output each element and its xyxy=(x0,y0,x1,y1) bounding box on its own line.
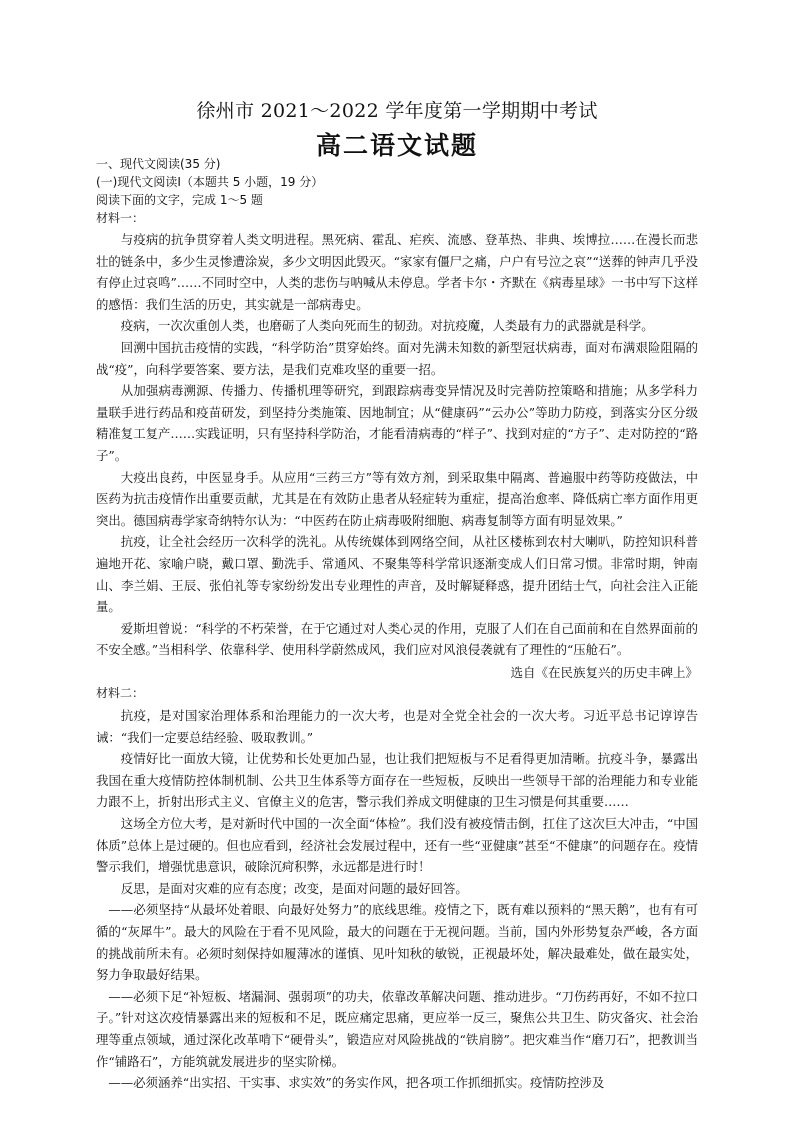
source-citation: 选自《在民族复兴的历史丰碑上》 xyxy=(510,664,698,680)
paragraph: 大疫出良药，中医显身手。从应用“三药三方”等有效方剂，到采取集中隔离、普遍服中药等防疫做法，中医药为抗击疫情作出重要贡献，尤其是在有效防止患者从轻症转为重症，提高治愈率、降低病亡率方面作用更突出。德国病毒学家奇纳特尔认为：“中医药在防止病毒吸附细胞、病毒复制等方面有明显效果。” xyxy=(96,469,698,528)
reading-instruction: 阅读下面的文字，完成 1～5 题 xyxy=(96,193,263,207)
paragraph: 从加强病毒溯源、传播力、传播机理等研究，到跟踪病毒变异情况及时完善防控策略和措施；从多学科力量联手进行药品和疫苗研发，到坚持分类施策、因地制宜；从“健康码”“云办公”等助力防疫，到落实分区分级精准复工复产……实践证明，只有坚持科学防治，才能看清病毒的“样子”、找到对症的“方子”、走对防控的“路子”。 xyxy=(96,383,698,463)
paragraph: 爱斯坦曾说：“科学的不朽荣誉，在于它通过对人类心灵的作用，克服了人们在自己面前和在自然界面前的不安全感。”当相科学、依靠科学、使用科学蔚然成风，我们应对风浪侵袭就有了理性的“压舱石”。 xyxy=(96,620,698,658)
sub-section-title: (一)现代文阅读Ⅰ（本题共 5 小题，19 分） xyxy=(96,175,324,189)
paragraph: 抗疫，是对国家治理体系和治理能力的一次大考，也是对全党全社会的一次大考。习近平总书记谆谆告诫：“我们一定要总结经验、吸取教训。” xyxy=(96,708,698,745)
paragraph: 回溯中国抗击疫情的实践，“科学防治”贯穿始终。面对先满未知数的新型冠状病毒，面对布满艰险阻隔的战“疫”，向科学要答案、要方法，是我们克难攻坚的重要一招。 xyxy=(96,339,698,377)
subject-title: 高二语文试题 xyxy=(315,131,478,160)
dash-paragraph: ——必须坚持“从最坏处着眼、向最好处努力”的底线思维。疫情之下，既有难以预料的“黑天鹅”，也有有可循的“灰犀牛”。最大的风险在于看不见风险，最大的问题在于无视问题。当前，国内外形势复杂严峻，各方面的挑战前所未有。必须时刻保持如履薄冰的谨慎、见叶知秋的敏锐，正视最坏处，解决最难处，做在最实处，努力争取最好结果。 xyxy=(96,902,698,983)
paragraph: 反思，是面对灾难的应有态度；改变，是面对问题的最好回答。 xyxy=(120,880,468,896)
reading-passage xyxy=(96,229,698,1094)
material1-label: 材料一： xyxy=(96,211,145,225)
dash-paragraph: ——必须下足“补短板、堵漏洞、强弱项”的功夫，依靠改革解决问题、推动进步。“刀伤药再好，不如不拉口子。”针对这次疫情暴露出来的短板和不足，既应痛定思痛，更应举一反三，聚焦公共卫生、防灾备灾、社会治理等重点领域，通过深化改革啃下“硬骨头”，锻造应对风险挑战的“铁肩膀”。把灾难当作“磨刀石”，把教训当作“铺路石”，方能筑就发展进步的坚实阶梯。 xyxy=(96,988,698,1069)
exam-title: 徐州市 2021～2022 学年度第一学期期中考试 xyxy=(196,100,598,122)
part-title: 一、现代文阅读(35 分) xyxy=(96,157,221,171)
paragraph: 与疫病的抗争贯穿着人类文明进程。黑死病、霍乱、疟疾、流感、登革热、非典、埃博拉……在漫长而悲壮的链条中，多少生灵惨遭涂炭，多少文明因此毁灭。“家家有僵尸之痛，户户有号泣之哀”“送葬的钟声几乎没有停止过哀鸣”……不同时空中，人类的悲伤与呐喊从未停息。学者卡尔・齐默在《病毒星球》一书中写下这样的感悟：我们生活的历史，其实就是一部病毒史。 xyxy=(96,232,698,312)
material2-label: 材料二： xyxy=(96,686,145,701)
paragraph: 疫病，一次次重创人类，也磨砺了人类向死而生的韧劲。对抗疫魔，人类最有力的武器就是科学。 xyxy=(120,318,654,334)
paragraph: 疫情好比一面放大镜，让优势和长处更加凸显，也让我们把短板与不足看得更加清晰。抗疫斗争，暴露出我国在重大疫情防控体制机制、公共卫生体系等方面存在一些短板，反映出一些领导干部的治理能力和专业能力跟不上，折射出形式主义、官僚主义的危害，警示我们养成文明健康的卫生习惯是何其重要…… xyxy=(96,751,698,810)
paragraph: 抗疫，让全社会经历一次科学的洗礼。从传统媒体到网络空间，从社区楼栋到农村大喇叭，防控知识科普遍地开花、家喻户晓，戴口罩、勤洗手、常通风、不聚集等科学常识逐渐变成人们日常习惯。非常时期，钟南山、李兰娟、王辰、张伯礼等专家纷纷发出专业理性的声音，及时解疑释惑，提升团结士气，向社会注入正能量。 xyxy=(96,534,698,615)
dash-paragraph: ——必须涵养“出实招、干实事、求实效”的务实作风，把各项工作抓细抓实。疫情防控涉及 xyxy=(108,1075,605,1091)
paragraph: 这场全方位大考，是对新时代中国的一次全面“体检”。我们没有被疫情击倒，扛住了这次巨大冲击，“中国体质”总体上是过硬的。但也应看到，经济社会发展过程中，还有一些“亚健康”甚至“不健康”的问题存在。疫情警示我们，增强忧患意识，破除沉疴积弊，永远都是进行时！ xyxy=(96,816,698,875)
